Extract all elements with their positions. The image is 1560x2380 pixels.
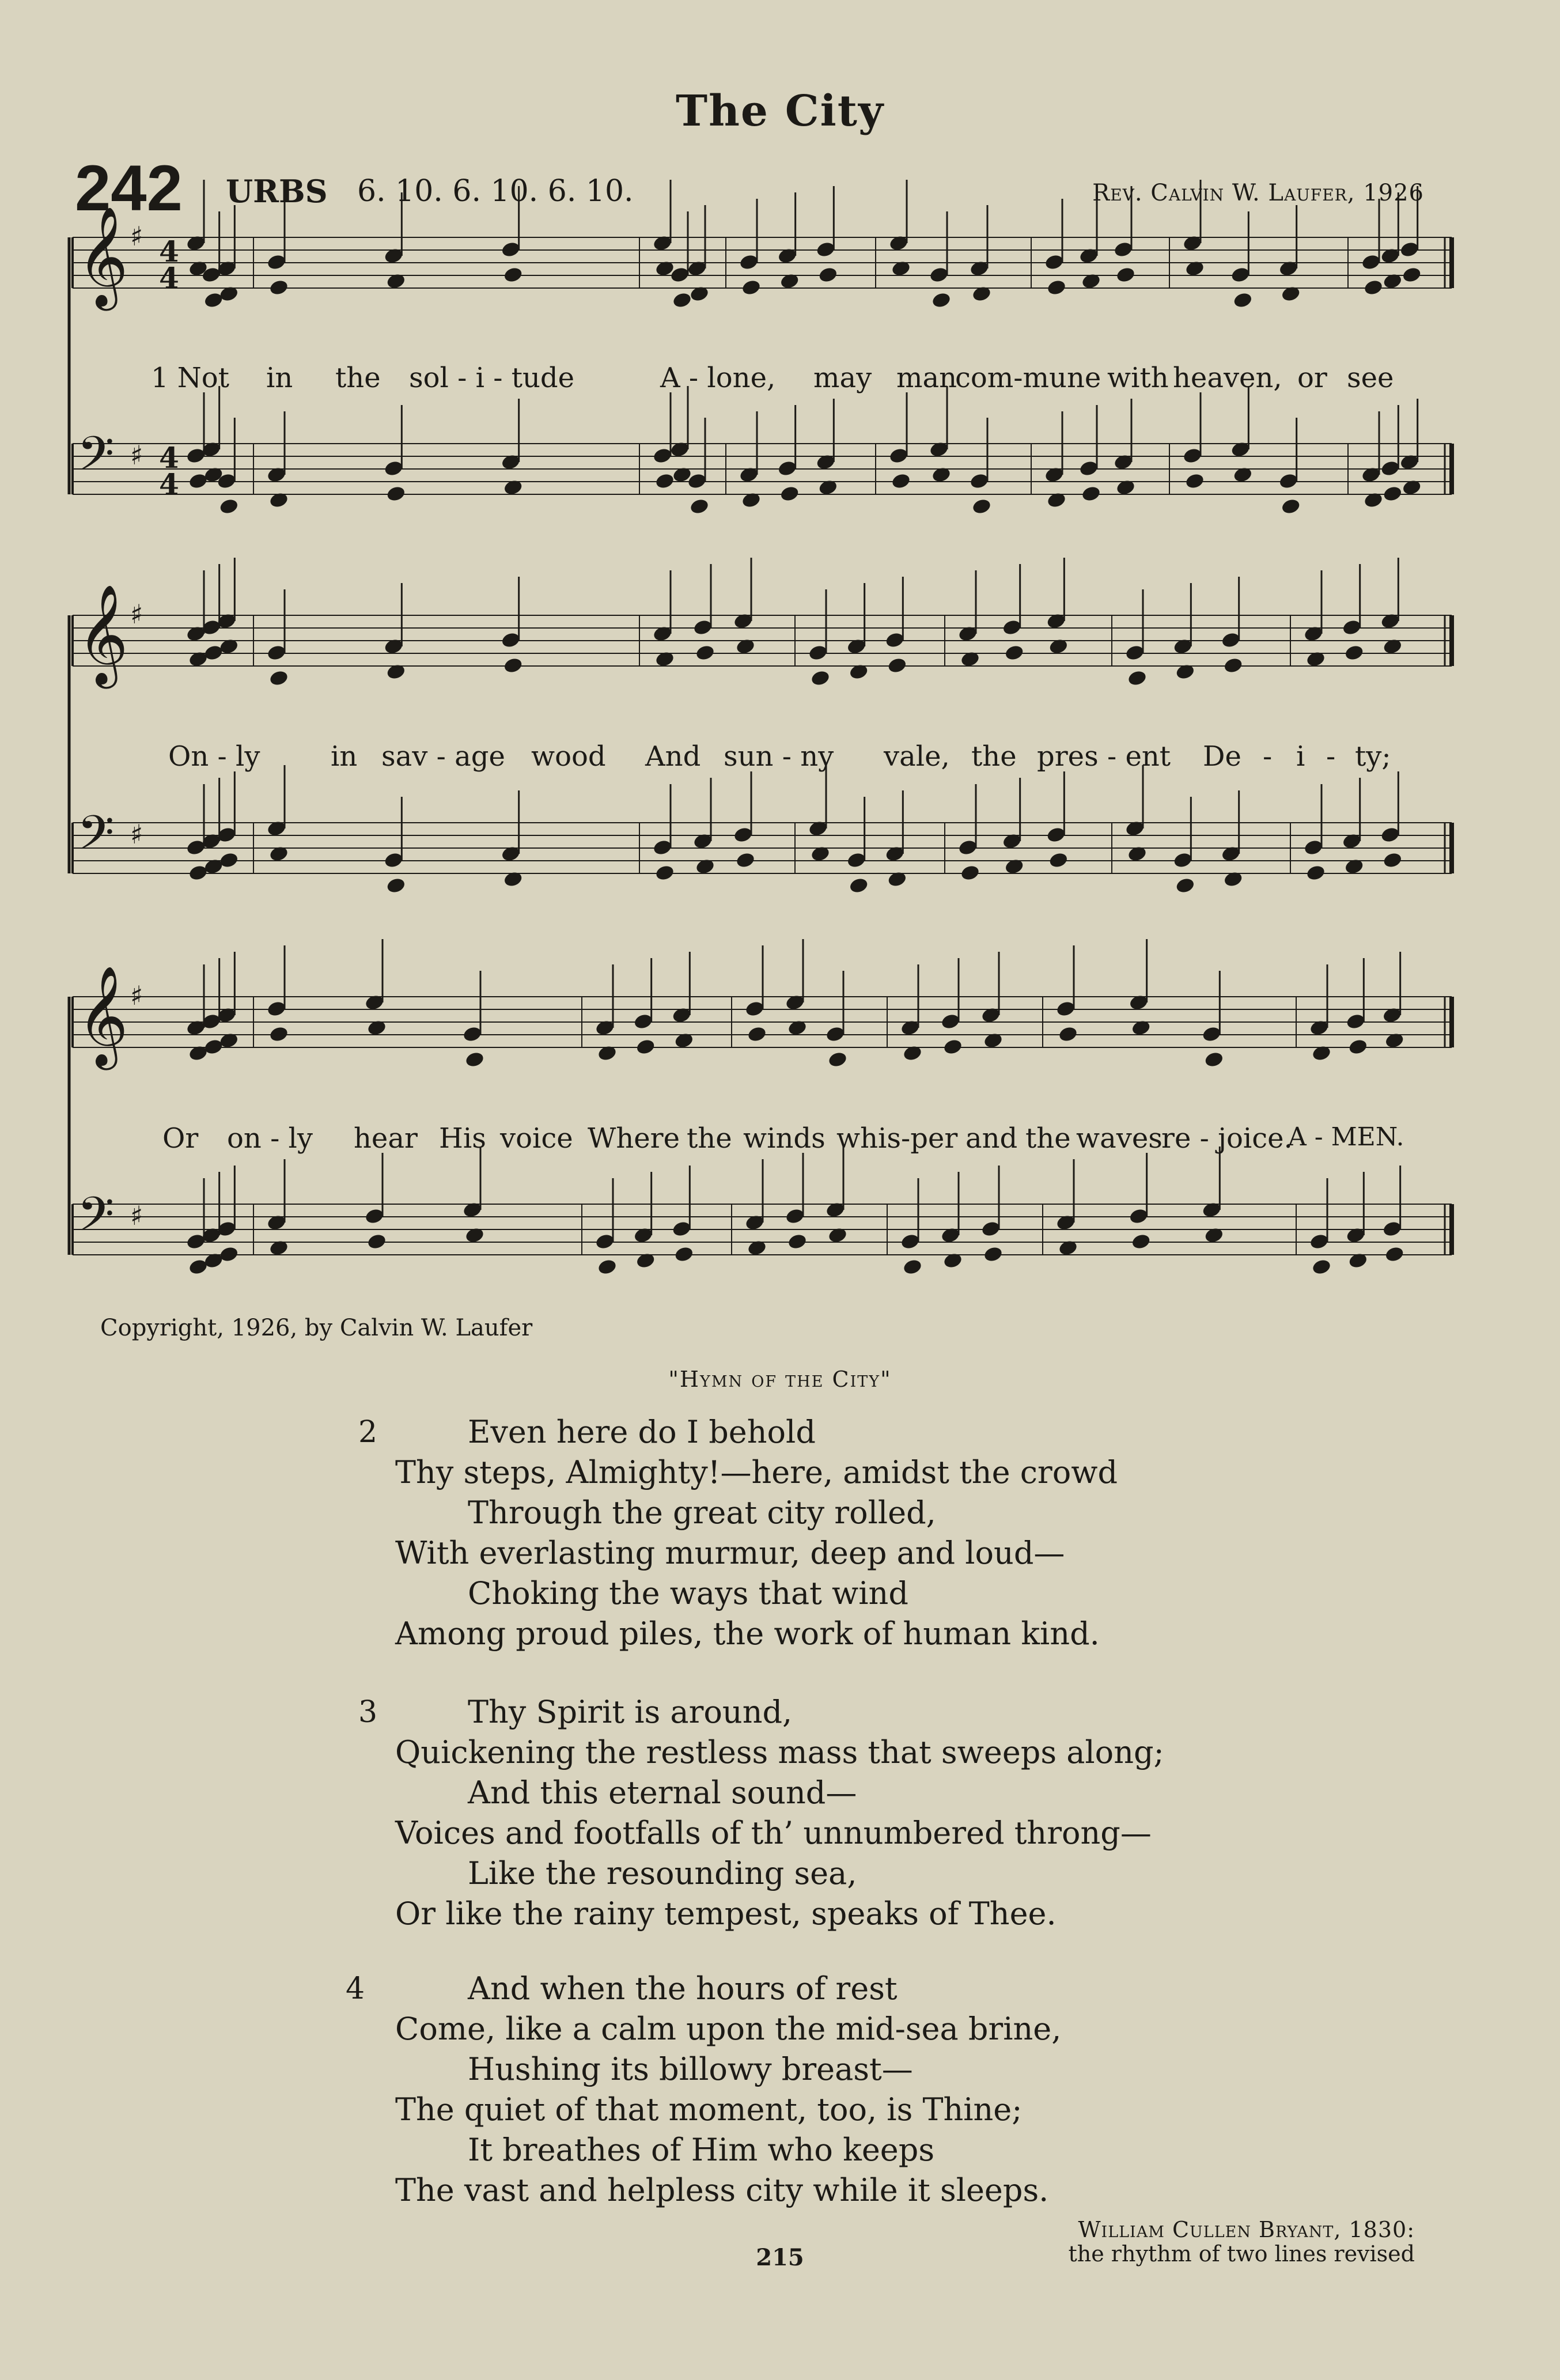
note-head: [1281, 498, 1301, 516]
verse-line: With everlasting murmur, deep and loud—: [395, 1535, 1065, 1571]
verse-line: Through the great city rolled,: [468, 1494, 936, 1531]
note-head: [983, 1246, 1004, 1263]
note-head: [1127, 669, 1148, 687]
key-signature-sharp-icon: ♯: [130, 440, 143, 471]
lyric-syllable: His: [439, 1122, 486, 1155]
verse-line: Like the resounding sea,: [468, 1855, 857, 1891]
note-head: [1402, 266, 1422, 284]
note-head: [695, 644, 715, 662]
lyric-syllable: in: [266, 362, 293, 394]
verse-line: And when the hours of rest: [468, 1970, 898, 2007]
stanza-number: 4: [346, 1972, 365, 2006]
note-head: [268, 1026, 289, 1043]
note-head: [1311, 1258, 1332, 1276]
bass-clef-icon: 𝄢: [77, 805, 115, 872]
note-head: [385, 877, 406, 895]
note-head: [931, 292, 952, 309]
verse-line: And this eternal sound—: [468, 1774, 857, 1811]
note-head: [1344, 644, 1365, 662]
verse-line: It breathes of Him who keeps: [468, 2132, 935, 2168]
note-head: [1081, 485, 1101, 503]
lyric-syllable: And: [645, 740, 701, 773]
tune-name: URBS: [226, 173, 328, 210]
lyric-syllable: Or: [162, 1122, 199, 1155]
note-head: [503, 657, 524, 675]
lyric-syllable: sol - i - tude: [409, 362, 575, 394]
note-head: [942, 1038, 963, 1056]
lyric-syllable: Where: [588, 1122, 680, 1155]
note-head: [654, 472, 675, 490]
note-head: [1305, 864, 1326, 882]
key-signature-sharp-icon: ♯: [130, 980, 143, 1011]
treble-clef-icon: 𝄞: [77, 584, 128, 684]
key-signature-sharp-icon: ♯: [130, 221, 143, 252]
verse-line: Voices and footfalls of th’ unnumbered throng—: [395, 1815, 1152, 1851]
verse-line: Thy steps, Almighty!—here, amidst the crowd: [395, 1454, 1118, 1490]
note-head: [673, 1246, 694, 1263]
poem-title: "Hymn of the City": [668, 1367, 892, 1392]
note-head: [817, 266, 838, 284]
lyric-syllable: i: [1296, 740, 1305, 773]
lyric-syllable: voice: [500, 1122, 573, 1155]
note-head: [635, 1038, 656, 1056]
note-head: [689, 498, 710, 516]
note-head: [735, 852, 756, 869]
lyric-syllable: or: [1297, 362, 1327, 394]
hymn-title: The City: [676, 86, 884, 136]
time-signature-bottom: 4: [159, 467, 179, 501]
note-head: [1363, 279, 1384, 297]
key-signature-sharp-icon: ♯: [130, 599, 143, 630]
note-head: [654, 864, 675, 882]
lyric-syllable: waves: [1076, 1122, 1163, 1155]
note-head: [268, 279, 289, 297]
lyric-syllable: sun - ny: [724, 740, 834, 773]
note-head: [887, 657, 907, 675]
hymn-number: 242: [75, 152, 183, 224]
treble-clef-icon: 𝄞: [77, 966, 128, 1066]
lyric-syllable: with: [1107, 362, 1169, 394]
note-head: [902, 1258, 923, 1276]
verse-line: The vast and helpless city while it sleeps.: [395, 2172, 1049, 2208]
lyric-amen: A - MEN.: [1288, 1122, 1404, 1152]
note-head: [971, 498, 992, 516]
lyric-syllable: com-mune: [955, 362, 1101, 394]
lyric-syllable: and: [965, 1122, 1018, 1155]
composer-credit: Rev. Calvin W. Laufer, 1926: [1092, 180, 1424, 206]
lyric-syllable: pres - ent: [1037, 740, 1171, 773]
verse-line: Hushing its billowy breast—: [468, 2051, 913, 2087]
bass-clef-icon: 𝄢: [77, 426, 115, 493]
lyric-syllable: the: [687, 1122, 732, 1155]
lyric-syllable: On - ly: [168, 740, 260, 773]
verse-line: Among proud piles, the work of human kind.: [395, 1615, 1100, 1652]
note-head: [741, 279, 762, 297]
lyric-syllable: re - joice.: [1161, 1122, 1293, 1155]
note-head: [218, 498, 239, 516]
lyric-syllable: on - ly: [227, 1122, 313, 1155]
note-head: [366, 1233, 387, 1251]
note-head: [827, 1051, 848, 1069]
verse-line: Thy Spirit is around,: [468, 1694, 793, 1730]
note-head: [1347, 1038, 1368, 1056]
time-signature-bottom: 4: [159, 261, 179, 295]
note-head: [1046, 279, 1067, 297]
lyric-syllable: sav - age: [381, 740, 505, 773]
note-head: [1115, 266, 1136, 284]
lyric-syllable: A - lone,: [660, 362, 776, 394]
verse-line: Even here do I behold: [468, 1414, 816, 1450]
note-head: [1232, 292, 1253, 309]
note-head: [747, 1026, 767, 1043]
lyric-syllable: the: [335, 362, 381, 394]
lyric-syllable: -: [1263, 740, 1273, 773]
meter: 6. 10. 6. 10. 6. 10.: [357, 174, 634, 209]
note-head: [464, 1051, 485, 1069]
lyric-syllable: the: [1025, 1122, 1071, 1155]
page-number: 215: [756, 2244, 804, 2271]
lyric-syllable: De: [1203, 740, 1241, 773]
note-head: [1384, 1246, 1405, 1263]
key-signature-sharp-icon: ♯: [130, 819, 143, 850]
note-head: [1203, 1051, 1224, 1069]
stanza-number: 2: [358, 1415, 378, 1450]
lyric-syllable: whis-per: [836, 1122, 958, 1155]
lyric-syllable: -: [1326, 740, 1336, 773]
note-head: [1048, 852, 1069, 869]
verse-line: Come, like a calm upon the mid-sea brine,: [395, 2011, 1062, 2047]
lyric-syllable: man: [896, 362, 957, 394]
note-head: [597, 1258, 618, 1276]
note-head: [849, 877, 869, 895]
bass-clef-icon: 𝄢: [77, 1186, 115, 1254]
verse-line: Choking the ways that wind: [468, 1575, 908, 1611]
note-head: [1223, 657, 1244, 675]
time-signature-top: 4: [159, 441, 179, 475]
author-note: the rhythm of two lines revised: [1068, 2241, 1415, 2267]
lyric-syllable: hear: [354, 1122, 418, 1155]
note-head: [891, 472, 911, 490]
author-credit: William Cullen Bryant, 1830:: [1078, 2217, 1415, 2242]
note-head: [1131, 1233, 1152, 1251]
verse-line: Or like the rainy tempest, speaks of Thee.: [395, 1895, 1057, 1932]
note-head: [779, 485, 800, 503]
lyric-syllable: wood: [531, 740, 606, 773]
key-signature-sharp-icon: ♯: [130, 1200, 143, 1231]
treble-clef-icon: 𝄞: [77, 206, 128, 307]
lyric-syllable: in: [331, 740, 358, 773]
copyright-notice: Copyright, 1926, by Calvin W. Laufer: [100, 1315, 533, 1341]
lyric-syllable: heaven,: [1173, 362, 1282, 394]
lyric-syllable: 1 Not: [151, 362, 229, 394]
note-head: [1382, 485, 1403, 503]
lyric-syllable: winds: [743, 1122, 826, 1155]
note-head: [385, 485, 406, 503]
note-head: [1382, 852, 1403, 869]
note-head: [268, 669, 289, 687]
lyric-syllable: the: [971, 740, 1017, 773]
verse-line: The quiet of that moment, too, is Thine;: [395, 2091, 1023, 2128]
lyric-syllable: may: [813, 362, 872, 394]
note-head: [1058, 1026, 1078, 1043]
lyric-syllable: see: [1347, 362, 1394, 394]
stanza-number: 3: [358, 1695, 378, 1730]
time-signature-top: 4: [159, 234, 179, 268]
verse-line: Quickening the restless mass that sweeps along;: [395, 1734, 1164, 1770]
note-head: [787, 1233, 808, 1251]
note-head: [960, 864, 980, 882]
lyric-syllable: ty;: [1355, 740, 1391, 773]
note-head: [1184, 472, 1205, 490]
note-head: [1175, 877, 1195, 895]
note-head: [672, 292, 692, 309]
note-head: [810, 669, 831, 687]
note-head: [1004, 644, 1025, 662]
note-head: [503, 266, 524, 284]
lyric-syllable: vale,: [884, 740, 950, 773]
